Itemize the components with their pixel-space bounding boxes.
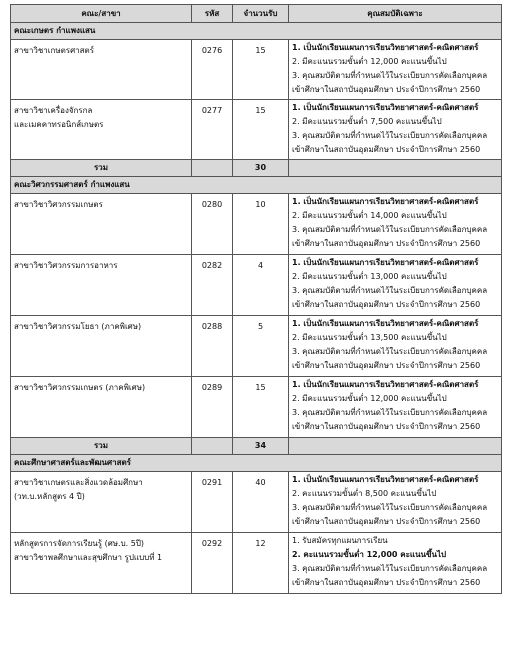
- program-name: สาขาวิชาวิศวกรรมเกษตร (ภาคพิเศษ): [11, 377, 192, 438]
- program-count: 40: [233, 472, 289, 533]
- program-code: 0292: [192, 533, 233, 594]
- table-row: [11, 194, 502, 255]
- admission-table: [10, 4, 502, 594]
- program-name: สาขาวิชาเกษตรศาสตร์: [11, 40, 192, 100]
- total-value: 34: [233, 438, 289, 455]
- program-name: สาขาวิชาวิศวกรรมการอาหาร: [11, 255, 192, 316]
- program-count: 15: [233, 100, 289, 160]
- program-code: 0289: [192, 377, 233, 438]
- table-row: [11, 100, 502, 160]
- table-row: [11, 316, 502, 377]
- program-name: สาขาวิชาเครื่องจักรกล และเมคคาทรอนิกส์เกษตร: [11, 100, 192, 160]
- program-qualifications: 1. เป็นนักเรียนแผนการเรียนวิทยาศาสตร์-คณิตศาสตร์ 2. มีคะแนนรวมขั้นต่ำ 13,500 คะแนนขึ้นไป 3. คุณสมบัติตามที่กำหนดไว้ในระเบียบการคัดเลือกบุคคล เข้าศึกษาในสถาบันอุดมศึกษา ประจำปีการศึกษา 2560: [289, 316, 502, 377]
- total-label: รวม: [11, 160, 192, 177]
- header-count: จำนวนรับ: [233, 5, 289, 23]
- header-code: รหัส: [192, 5, 233, 23]
- program-code: 0291: [192, 472, 233, 533]
- program-count: 12: [233, 533, 289, 594]
- table-row: [11, 255, 502, 316]
- program-code: 0282: [192, 255, 233, 316]
- program-qualifications: 1. เป็นนักเรียนแผนการเรียนวิทยาศาสตร์-คณิตศาสตร์ 2. มีคะแนนรวมขั้นต่ำ 12,000 คะแนนขึ้นไป 3. คุณสมบัติตามที่กำหนดไว้ในระเบียบการคัดเลือกบุคคล เข้าศึกษาในสถาบันอุดมศึกษา ประจำปีการศึกษา 2560: [289, 377, 502, 438]
- program-qualifications: 1. เป็นนักเรียนแผนการเรียนวิทยาศาสตร์-คณิตศาสตร์ 2. มีคะแนนรวมขั้นต่ำ 13,000 คะแนนขึ้นไป 3. คุณสมบัติตามที่กำหนดไว้ในระเบียบการคัดเลือกบุคคล เข้าศึกษาในสถาบันอุดมศึกษา ประจำปีการศึกษา 2560: [289, 255, 502, 316]
- program-code: 0288: [192, 316, 233, 377]
- program-code: 0280: [192, 194, 233, 255]
- table-row: [11, 377, 502, 438]
- header-qualifications: คุณสมบัติเฉพาะ: [289, 5, 502, 23]
- program-count: 15: [233, 377, 289, 438]
- program-name: หลักสูตรการจัดการเรียนรู้ (ศษ.บ. 5ปี) สาขาวิชาพลศึกษาและสุขศึกษา รูปแบบที่ 1: [11, 533, 192, 594]
- program-count: 10: [233, 194, 289, 255]
- total-value: 30: [233, 160, 289, 177]
- table-row: [11, 40, 502, 100]
- program-code: 0277: [192, 100, 233, 160]
- table-row: [11, 533, 502, 594]
- program-count: 5: [233, 316, 289, 377]
- table-header: [11, 5, 502, 23]
- program-name: สาขาวิชาวิศวกรรมโยธา (ภาคพิเศษ): [11, 316, 192, 377]
- program-code: 0276: [192, 40, 233, 100]
- section-name: คณะศึกษาศาสตร์และพัฒนศาสตร์: [11, 455, 502, 472]
- program-count: 15: [233, 40, 289, 100]
- program-qualifications: 1. เป็นนักเรียนแผนการเรียนวิทยาศาสตร์-คณิตศาสตร์ 2. มีคะแนนรวมขั้นต่ำ 7,500 คะแนนขึ้นไป 3. คุณสมบัติตามที่กำหนดไว้ในระเบียบการคัดเลือกบุคคล เข้าศึกษาในสถาบันอุดมศึกษา ประจำปีการศึกษา 2560: [289, 100, 502, 160]
- program-qualifications: 1. รับสมัครทุกแผนการเรียน 2. คะแนนรวมขั้นต่ำ 12,000 คะแนนขึ้นไป 3. คุณสมบัติตามที่กำหนดไว้ในระเบียบการคัดเลือกบุคคล เข้าศึกษาในสถาบันอุดมศึกษา ประจำปีการศึกษา 2560: [289, 533, 502, 594]
- section-name: คณะเกษตร กำแพงแสน: [11, 23, 502, 40]
- program-qualifications: 1. เป็นนักเรียนแผนการเรียนวิทยาศาสตร์-คณิตศาสตร์ 2. คะแนนรวมขั้นต่ำ 8,500 คะแนนขึ้นไป 3. คุณสมบัติตามที่กำหนดไว้ในระเบียบการคัดเลือกบุคคล เข้าศึกษาในสถาบันอุดมศึกษา ประจำปีการศึกษา 2560: [289, 472, 502, 533]
- section-row: [11, 177, 502, 194]
- section-row: [11, 455, 502, 472]
- total-label: รวม: [11, 438, 192, 455]
- program-name: สาขาวิชาวิศวกรรมเกษตร: [11, 194, 192, 255]
- table-row: [11, 472, 502, 533]
- header-faculty: คณะ/สาขา: [11, 5, 192, 23]
- total-row: [11, 160, 502, 177]
- program-qualifications: 1. เป็นนักเรียนแผนการเรียนวิทยาศาสตร์-คณิตศาสตร์ 2. มีคะแนนรวมขั้นต่ำ 14,000 คะแนนขึ้นไป 3. คุณสมบัติตามที่กำหนดไว้ในระเบียบการคัดเลือกบุคคล เข้าศึกษาในสถาบันอุดมศึกษา ประจำปีการศึกษา 2560: [289, 194, 502, 255]
- section-row: [11, 23, 502, 40]
- program-count: 4: [233, 255, 289, 316]
- total-row: [11, 438, 502, 455]
- program-name: สาขาวิชาเกษตรและสิ่งแวดล้อมศึกษา (วท.บ.หลักสูตร 4 ปี): [11, 472, 192, 533]
- section-name: คณะวิศวกรรมศาสตร์ กำแพงแสน: [11, 177, 502, 194]
- program-qualifications: 1. เป็นนักเรียนแผนการเรียนวิทยาศาสตร์-คณิตศาสตร์ 2. มีคะแนนรวมขั้นต่ำ 12,000 คะแนนขึ้นไป 3. คุณสมบัติตามที่กำหนดไว้ในระเบียบการคัดเลือกบุคคล เข้าศึกษาในสถาบันอุดมศึกษา ประจำปีการศึกษา 2560: [289, 40, 502, 100]
